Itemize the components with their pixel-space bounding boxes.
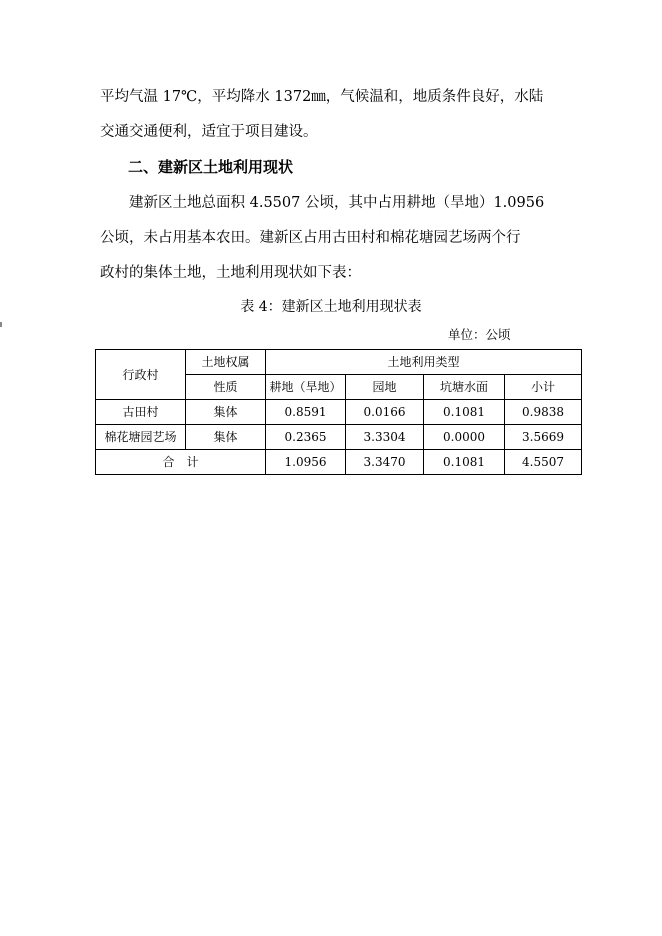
header-ownership-nature: 性质 (186, 375, 266, 400)
cell-village: 古田村 (96, 400, 186, 425)
header-col: 园地 (346, 375, 424, 400)
cell-value: 3.3470 (346, 450, 424, 475)
cell-value: 3.3304 (346, 425, 424, 450)
cell-ownership: 集体 (186, 425, 266, 450)
land-use-table (95, 349, 582, 475)
margin-mark (0, 322, 2, 327)
cell-value: 0.0000 (424, 425, 505, 450)
header-col: 坑塘水面 (424, 375, 505, 400)
header-ownership: 土地权属 (186, 350, 266, 375)
cell-value: 0.8591 (266, 400, 346, 425)
table-unit: 单位：公顷 (448, 327, 511, 342)
cell-value: 4.5507 (505, 450, 582, 475)
cell-value: 3.5669 (505, 425, 582, 450)
header-col: 小计 (505, 375, 582, 400)
cell-value: 0.0166 (346, 400, 424, 425)
cell-value: 0.1081 (424, 450, 505, 475)
header-col: 耕地（旱地） (266, 375, 346, 400)
header-village: 行政村 (96, 350, 186, 400)
table-row (96, 400, 582, 425)
table-caption: 表 4：建新区土地利用现状表 (240, 299, 422, 315)
table-total-row (96, 450, 582, 475)
cell-ownership: 集体 (186, 400, 266, 425)
cell-value: 0.2365 (266, 425, 346, 450)
cell-village: 棉花塘园艺场 (96, 425, 186, 450)
cell-value: 0.9838 (505, 400, 582, 425)
paragraph-line: 交通交通便利，适宜于项目建设。 (100, 124, 318, 140)
header-land-use-type: 土地利用类型 (266, 350, 582, 375)
paragraph-line: 平均气温 17℃，平均降水 1372㎜，气候温和，地质条件良好，水陆 (100, 89, 544, 105)
cell-value: 1.0956 (266, 450, 346, 475)
paragraph-line: 建新区土地总面积 4.5507 公顷，其中占用耕地（旱地）1.0956 (100, 195, 545, 211)
cell-total-label: 合 计 (96, 450, 266, 475)
cell-value: 0.1081 (424, 400, 505, 425)
section-heading: 二、建新区土地利用现状 (128, 158, 294, 176)
paragraph-line: 公顷，未占用基本农田。建新区占用古田村和棉花塘园艺场两个行 (100, 230, 521, 246)
table-row (96, 425, 582, 450)
paragraph-line: 政村的集体土地，土地利用现状如下表： (100, 265, 361, 281)
table-header-row (96, 350, 582, 375)
